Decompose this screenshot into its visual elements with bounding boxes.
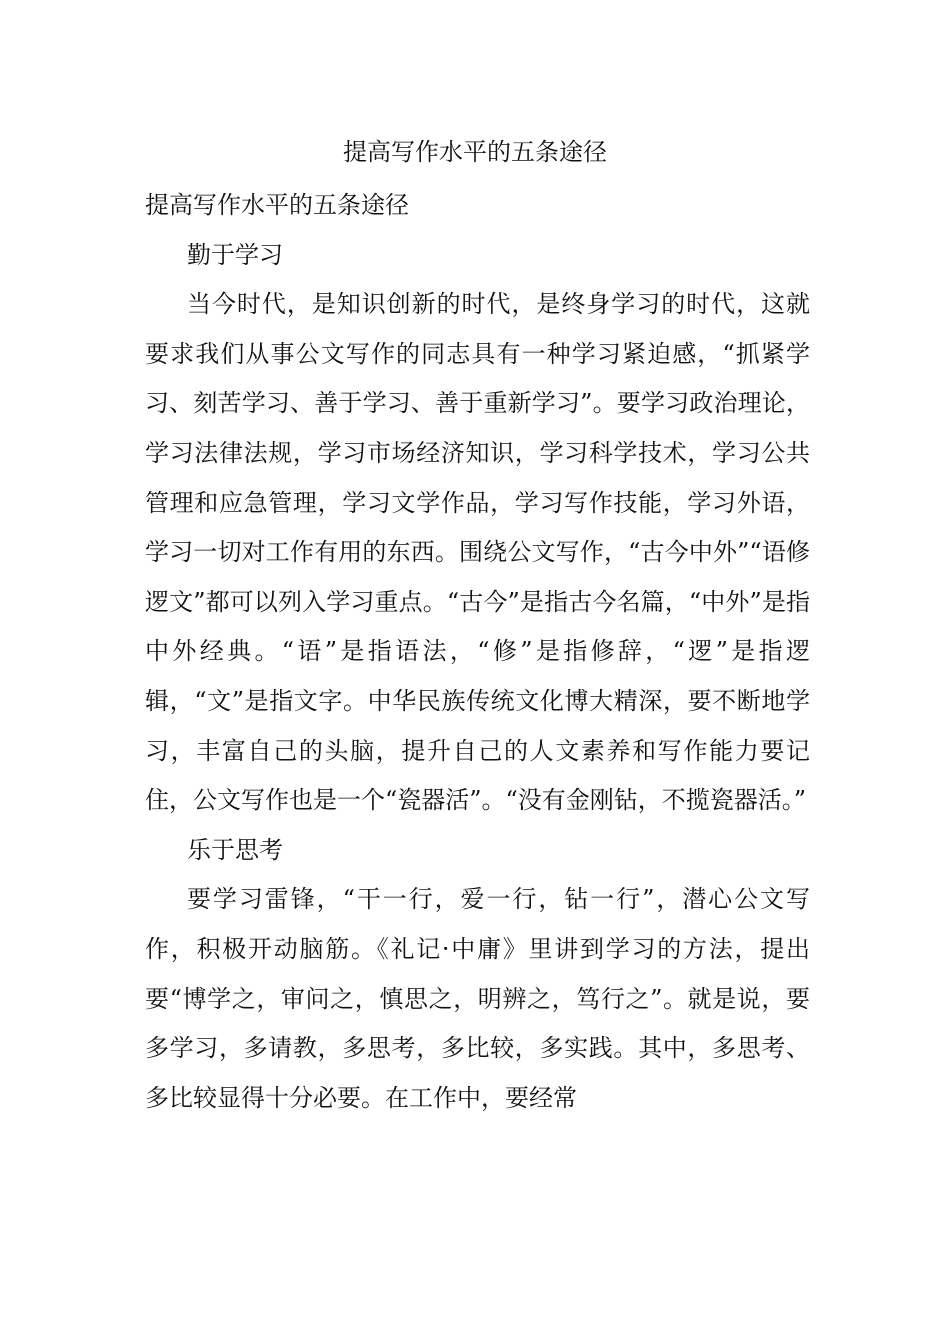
section-paragraph-study: 当今时代，是知识创新的时代，是终身学习的时代，这就要求我们从事公文写作的同志具有一种学习紧迫感，“抓紧学习、刻苦学习、善于学习、善于重新学习”。要学习政治理论，学习法律法规，学习市场经济知识，学习科学技术，学习公共管理和应急管理，学习文学作品，学习写作技能，学习外语，学习一切对工作有用的东西。围绕公文写作，“古今中外”“语修逻文”都可以列入学习重点。“古今”是指古今名篇，“中外”是指中外经典。“语”是指语法，“修”是指修辞，“逻”是指逻辑，“文”是指文字。中华民族传统文化博大精深，要不断地学习，丰富自己的头脑，提升自己的人文素养和写作能力要记住，公文写作也是一个“瓷器活”。“没有金刚钻，不揽瓷器活。” (145, 290, 810, 815)
document-subtitle: 提高写作水平的五条途径 (145, 191, 409, 219)
section-heading-thinking: 乐于思考 (187, 835, 283, 864)
section-paragraph-thinking: 要学习雷锋，“干一行，爱一行，钻一行”，潜心公文写作，积极开动脑筋。《礼记·中庸》里讲到学习的方法，提出要“博学之，审问之，慎思之，明辨之，笃行之”。就是说，要多学习，多请教，多思考，多比较，多实践。其中，多思考、多比较显得十分必要。在工作中，要经常 (145, 885, 810, 1112)
document-body (145, 181, 810, 1123)
section-heading-study: 勤于学习 (187, 240, 283, 269)
document-title: 提高写作水平的五条途径 (343, 138, 607, 166)
